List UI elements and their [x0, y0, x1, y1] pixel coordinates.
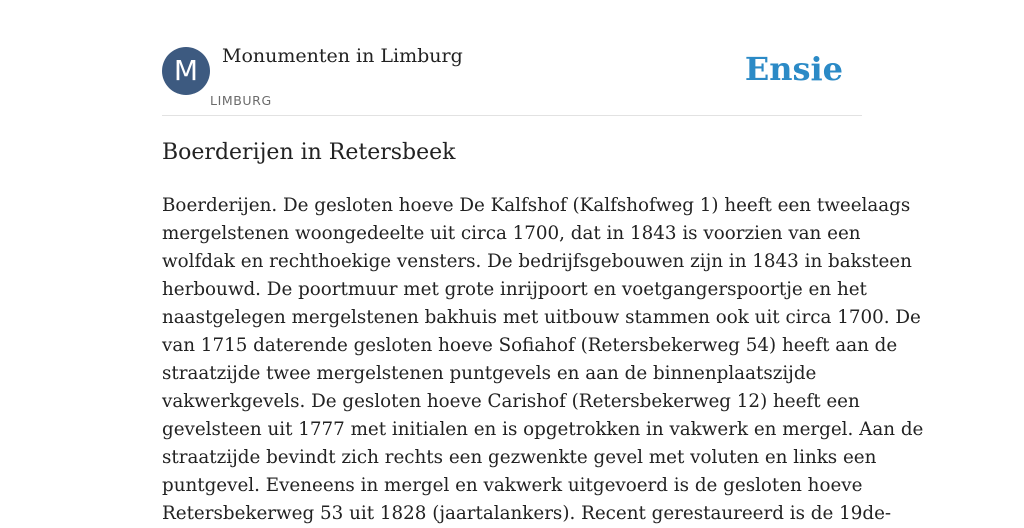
body-line: Retersbekerweg 53 uit 1828 (jaartalankers). Recent gerestaureerd is de 19de-: [162, 503, 892, 524]
body-line: Boerderijen. De gesloten hoeve De Kalfshof (Kalfshofweg 1) heeft een tweelaags: [162, 195, 911, 216]
body-line: puntgevel. Eveneens in mergel en vakwerk uitgevoerd is de gesloten hoeve: [162, 475, 863, 496]
body-line: van 1715 daterende gesloten hoeve Sofiahof (Retersbekerweg 54) heeft aan de: [162, 335, 898, 356]
avatar[interactable]: M: [162, 47, 210, 95]
article-title: Boerderijen in Retersbeek: [162, 140, 456, 165]
body-line: straatzijde bevindt zich rechts een gezwenkte gevel met voluten en links een: [162, 447, 877, 468]
source-title-link[interactable]: Monumenten in Limburg: [222, 45, 463, 67]
body-line: gevelsteen uit 1777 met initialen en is opgetrokken in vakwerk en mergel. Aan de: [162, 419, 924, 440]
body-line: mergelstenen woongedeelte uit circa 1700, dat in 1843 is voorzien van een: [162, 223, 861, 244]
brand-logo[interactable]: Ensie: [744, 50, 843, 88]
body-line: wolfdak en rechthoekige vensters. De bedrijfsgebouwen zijn in 1843 in baksteen: [162, 251, 912, 272]
body-line: herbouwd. De poortmuur met grote inrijpoort en voetgangerspoortje en het: [162, 279, 867, 300]
article-header: [162, 0, 862, 116]
body-line: naastgelegen mergelstenen bakhuis met uitbouw stammen ook uit circa 1700. De: [162, 307, 921, 328]
body-line: vakwerkgevels. De gesloten hoeve Carishof (Retersbekerweg 12) heeft een: [162, 391, 860, 412]
article-body: [162, 192, 924, 528]
body-line: straatzijde twee mergelstenen puntgevels en aan de binnenplaatszijde: [162, 363, 817, 384]
article-card: [162, 0, 924, 524]
source-category[interactable]: LIMBURG: [210, 93, 272, 108]
